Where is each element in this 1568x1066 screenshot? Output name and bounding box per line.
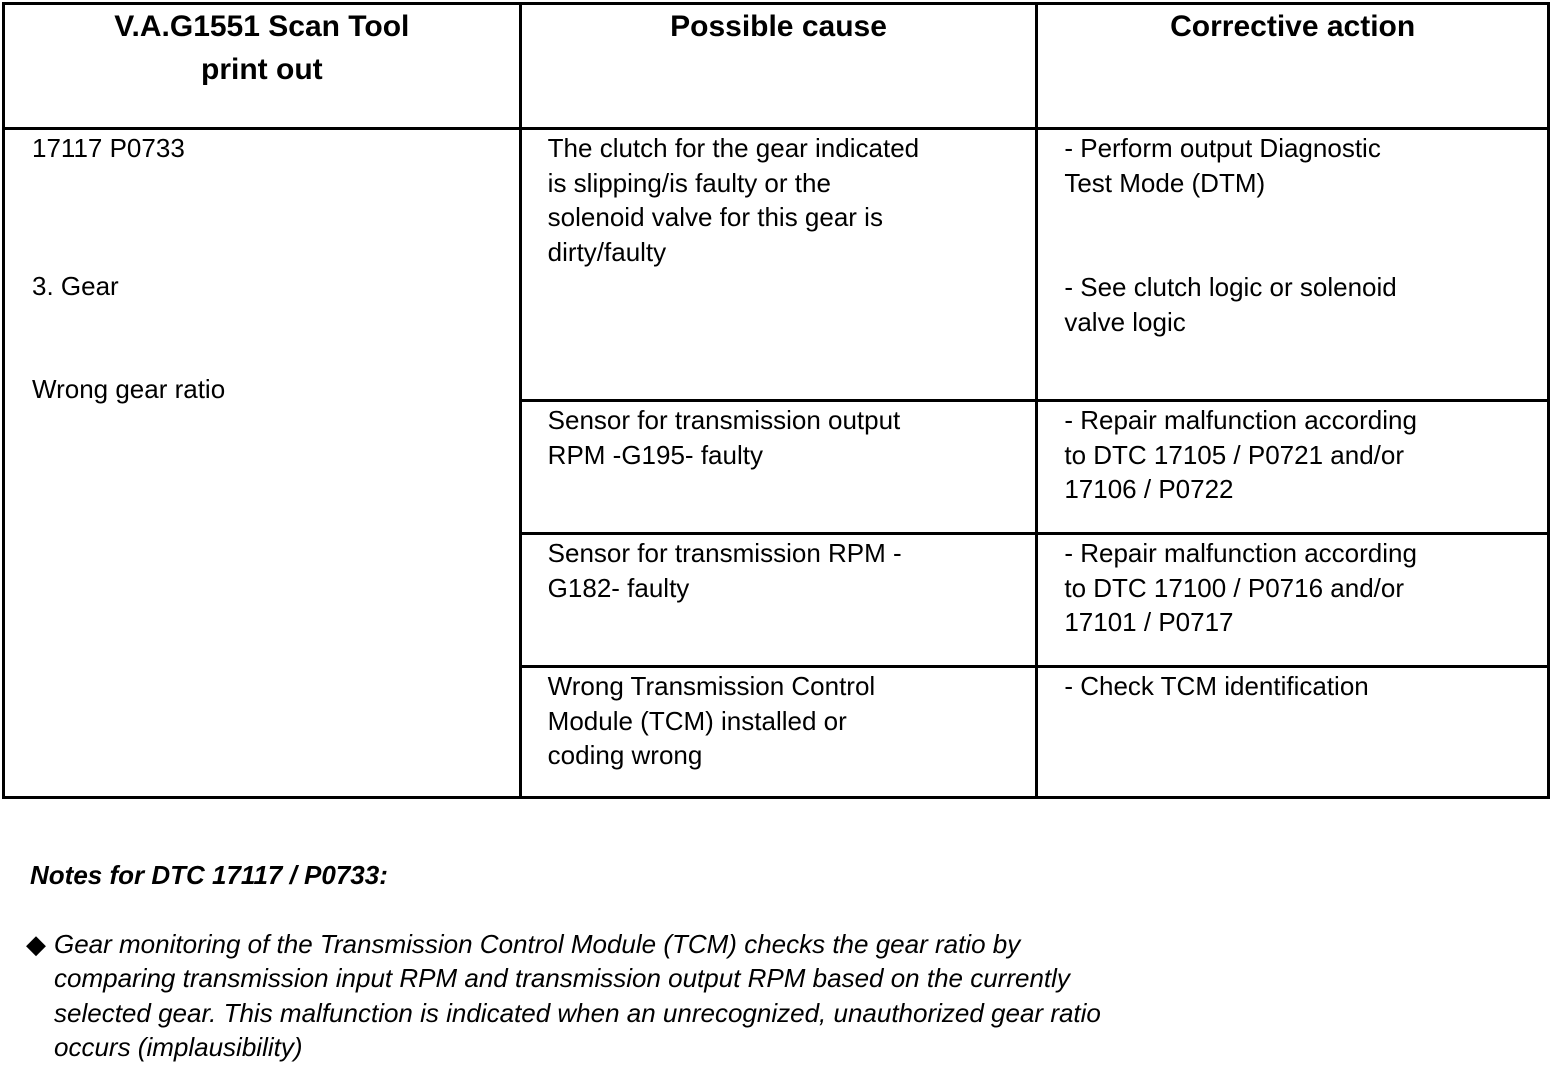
- action-text: - Repair malfunction according to DTC 17105 / P0721 and/or 17106 / P0722: [1064, 405, 1417, 504]
- cause-text: Wrong Transmission Control Module (TCM) installed or coding wrong: [547, 671, 876, 770]
- header-corrective-action: Corrective action: [1037, 4, 1549, 129]
- header-row: [4, 4, 1549, 129]
- header-scan-tool: V.A.G1551 Scan Tool print out: [4, 4, 521, 129]
- diamond-bullet-icon: ◆: [26, 928, 46, 959]
- list-item: [26, 927, 1230, 1065]
- cause-text: Sensor for transmission output RPM -G195- faulty: [547, 405, 901, 470]
- notes-title: Notes for DTC 17117 / P0733:: [30, 860, 388, 890]
- action-cell: [1037, 401, 1549, 534]
- note-text: Gear monitoring of the Transmission Control Module (TCM) checks the gear ratio by comparing transmission input RPM and transmission output RPM based on the currently selected gear. This malfunction is indicated when an unrecognized, unauthorized gear ratio occurs (implausibility): [54, 928, 1101, 1062]
- dtc-table: [2, 2, 1550, 799]
- action-text: - Check TCM identification: [1064, 671, 1369, 701]
- action-text: - Repair malfunction according to DTC 17100 / P0716 and/or 17101 / P0717: [1064, 538, 1417, 637]
- cause-cell: [520, 401, 1037, 534]
- header-possible-cause: Possible cause: [520, 4, 1037, 129]
- cause-text: The clutch for the gear indicated is slipping/is faulty or the solenoid valve for this gear is dirty/faulty: [547, 133, 920, 267]
- cause-text: Sensor for transmission RPM - G182- faulty: [547, 538, 902, 603]
- cause-cell: [520, 667, 1037, 798]
- dtc-code: 17117 P0733: [32, 133, 185, 163]
- action-cell: [1037, 534, 1549, 667]
- action-text: - See clutch logic or solenoid valve logic: [1064, 272, 1397, 337]
- dtc-gear: 3. Gear: [32, 270, 119, 301]
- action-text: - Perform output Diagnostic Test Mode (DTM): [1064, 133, 1381, 198]
- action-cell: [1037, 129, 1549, 401]
- cause-cell: [520, 534, 1037, 667]
- cause-cell: [520, 129, 1037, 401]
- printout-cell: [4, 129, 521, 798]
- action-cell: [1037, 667, 1549, 798]
- notes-section: [26, 858, 1230, 1065]
- dtc-description: Wrong gear ratio: [32, 374, 226, 404]
- table-row: [4, 129, 1549, 401]
